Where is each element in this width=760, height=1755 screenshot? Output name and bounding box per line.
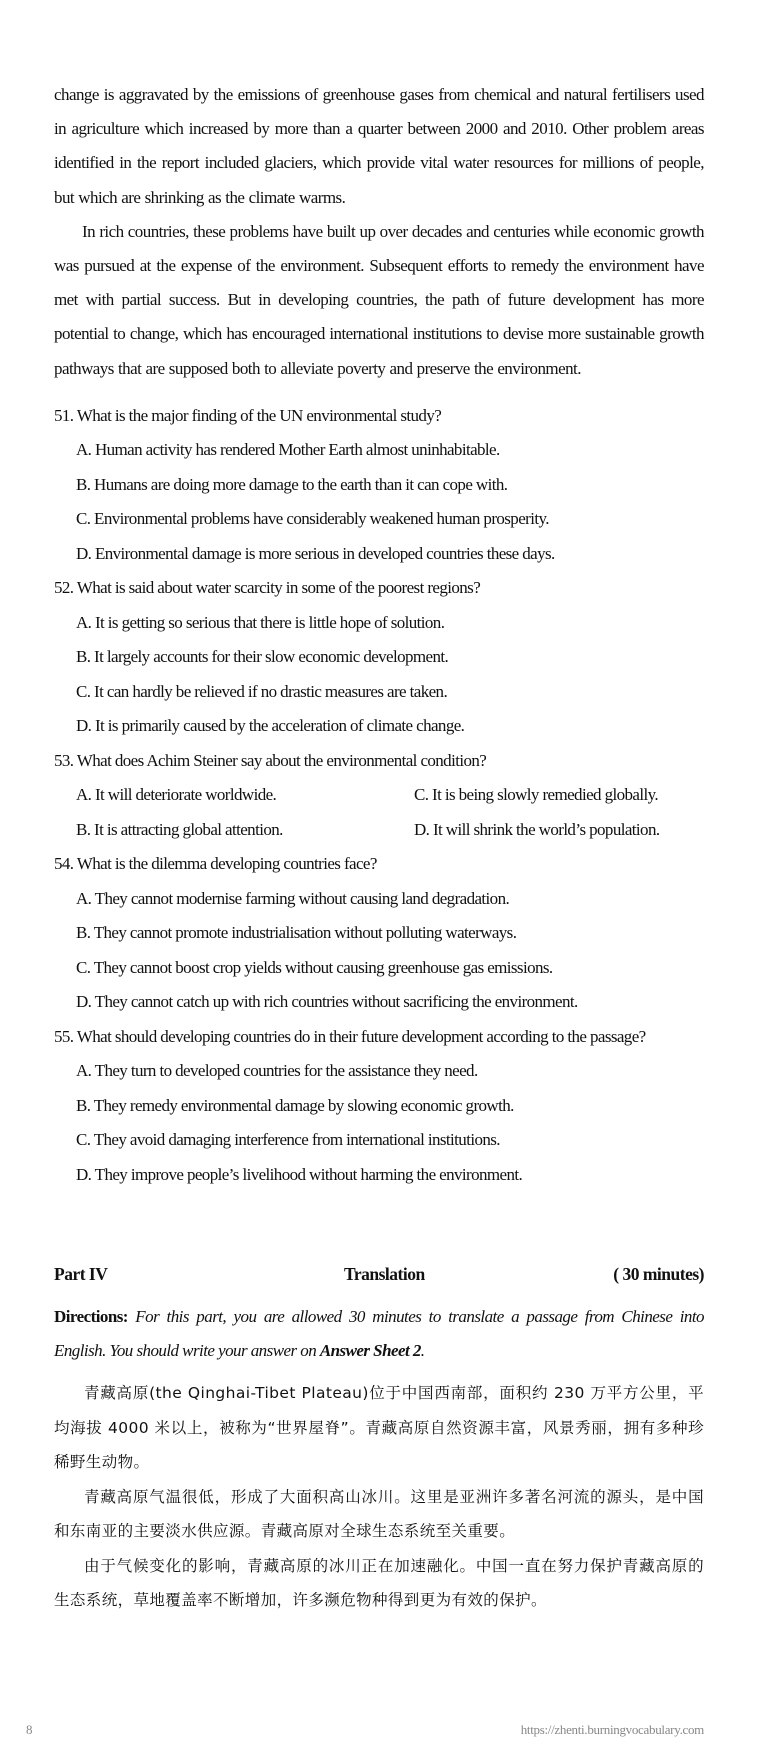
page-number: 8 xyxy=(26,1722,33,1737)
q55-option-b: B. They remedy environmental damage by slowing economic growth. xyxy=(76,1095,514,1115)
passage-paragraph-1: change is aggravated by the emissions of greenhouse gases from chemical and natural fertilisers used in agriculture which increased by more than a quarter between 2000 and 2010. Other problem areas identified in the report included glaciers, which provide vital water resources for millions of people, but which are shrinking as the climate warms. xyxy=(54,85,704,207)
chinese-paragraph-3: 由于气候变化的影响，青藏高原的冰川正在加速融化。中国一直在努力保护青藏高原的生态系统，草地覆盖率不断增加，许多濒危物种得到更为有效的保护。 xyxy=(54,1556,704,1609)
question-51: 51. What is the major finding of the UN environmental study? xyxy=(54,405,442,425)
q53-option-a: A. It will deteriorate worldwide. xyxy=(76,785,277,805)
q53-option-row-2 xyxy=(76,813,704,848)
reading-passage xyxy=(54,78,704,1192)
q52-option-d: D. It is primarily caused by the acceleration of climate change. xyxy=(76,716,465,736)
translation-directions xyxy=(54,1300,704,1368)
directions-label: Directions: xyxy=(54,1307,128,1326)
q51-option-c: C. Environmental problems have considerably weakened human prosperity. xyxy=(76,509,549,529)
question-list xyxy=(54,399,704,1193)
question-54: 54. What is the dilemma developing countries face? xyxy=(54,854,377,874)
q52-option-c: C. It can hardly be relieved if no drastic measures are taken. xyxy=(76,681,448,701)
chinese-paragraph-2: 青藏高原气温很低，形成了大面积高山冰川。这里是亚洲许多著名河流的源头，是中国和东南亚的主要淡水供应源。青藏高原对全球生态系统至关重要。 xyxy=(54,1487,704,1540)
directions-text: For this part, you are allowed 30 minutes to translate a passage from Chinese into English. You should write your answer on xyxy=(54,1307,704,1360)
q54-option-b: B. They cannot promote industrialisation without polluting waterways. xyxy=(76,923,517,943)
answer-sheet-reference: Answer Sheet 2 xyxy=(319,1341,421,1360)
directions-end: . xyxy=(420,1341,425,1360)
q55-option-d: D. They improve people’s livelihood without harming the environment. xyxy=(76,1164,523,1184)
part-time: ( 30 minutes) xyxy=(613,1264,704,1284)
q54-option-a: A. They cannot modernise farming without causing land degradation. xyxy=(76,888,510,908)
q53-option-b: B. It is attracting global attention. xyxy=(76,819,283,839)
question-52: 52. What is said about water scarcity in some of the poorest regions? xyxy=(54,578,481,598)
q51-option-a: A. Human activity has rendered Mother Earth almost uninhabitable. xyxy=(76,440,500,460)
q54-option-c: C. They cannot boost crop yields without causing greenhouse gas emissions. xyxy=(76,957,553,977)
q55-option-a: A. They turn to developed countries for the assistance they need. xyxy=(76,1061,478,1081)
part-title: Translation xyxy=(344,1264,425,1284)
question-53: 53. What does Achim Steiner say about the environmental condition? xyxy=(54,750,487,770)
q53-option-c: C. It is being slowly remedied globally. xyxy=(414,785,659,805)
q53-option-row-1 xyxy=(76,778,704,813)
q51-option-b: B. Humans are doing more damage to the earth than it can cope with. xyxy=(76,474,508,494)
chinese-paragraph-1: 青藏高原(the Qinghai-Tibet Plateau)位于中国西南部，面积约 230 万平方公里，平均海拔 4000 米以上，被称为“世界屋脊”。青藏高原自然资源丰富，风景秀丽，拥有多种珍稀野生动物。 xyxy=(54,1384,704,1471)
q52-option-b: B. It largely accounts for their slow economic development. xyxy=(76,647,449,667)
question-55: 55. What should developing countries do in their future development according to the passage? xyxy=(54,1026,646,1046)
part-iv-header xyxy=(54,1264,704,1294)
footer-url: https://zhenti.burningvocabulary.com xyxy=(520,1722,704,1737)
part-label: Part IV xyxy=(54,1264,108,1284)
q51-option-d: D. Environmental damage is more serious in developed countries these days. xyxy=(76,543,555,563)
q53-option-d: D. It will shrink the world’s population. xyxy=(414,819,660,839)
q52-option-a: A. It is getting so serious that there is little hope of solution. xyxy=(76,612,445,632)
q55-option-c: C. They avoid damaging interference from international institutions. xyxy=(76,1130,500,1150)
passage-paragraph-2: In rich countries, these problems have built up over decades and centuries while economic growth was pursued at the expense of the environment. Subsequent efforts to remedy the environment have met with partial success. But in developing countries, the path of future development has more potential to change, which has encouraged international institutions to devise more sustainable growth pathways that are supposed both to alleviate poverty and preserve the environment. xyxy=(54,221,704,378)
q54-option-d: D. They cannot catch up with rich countries without sacrificing the environment. xyxy=(76,992,578,1012)
chinese-passage xyxy=(54,1376,704,1618)
